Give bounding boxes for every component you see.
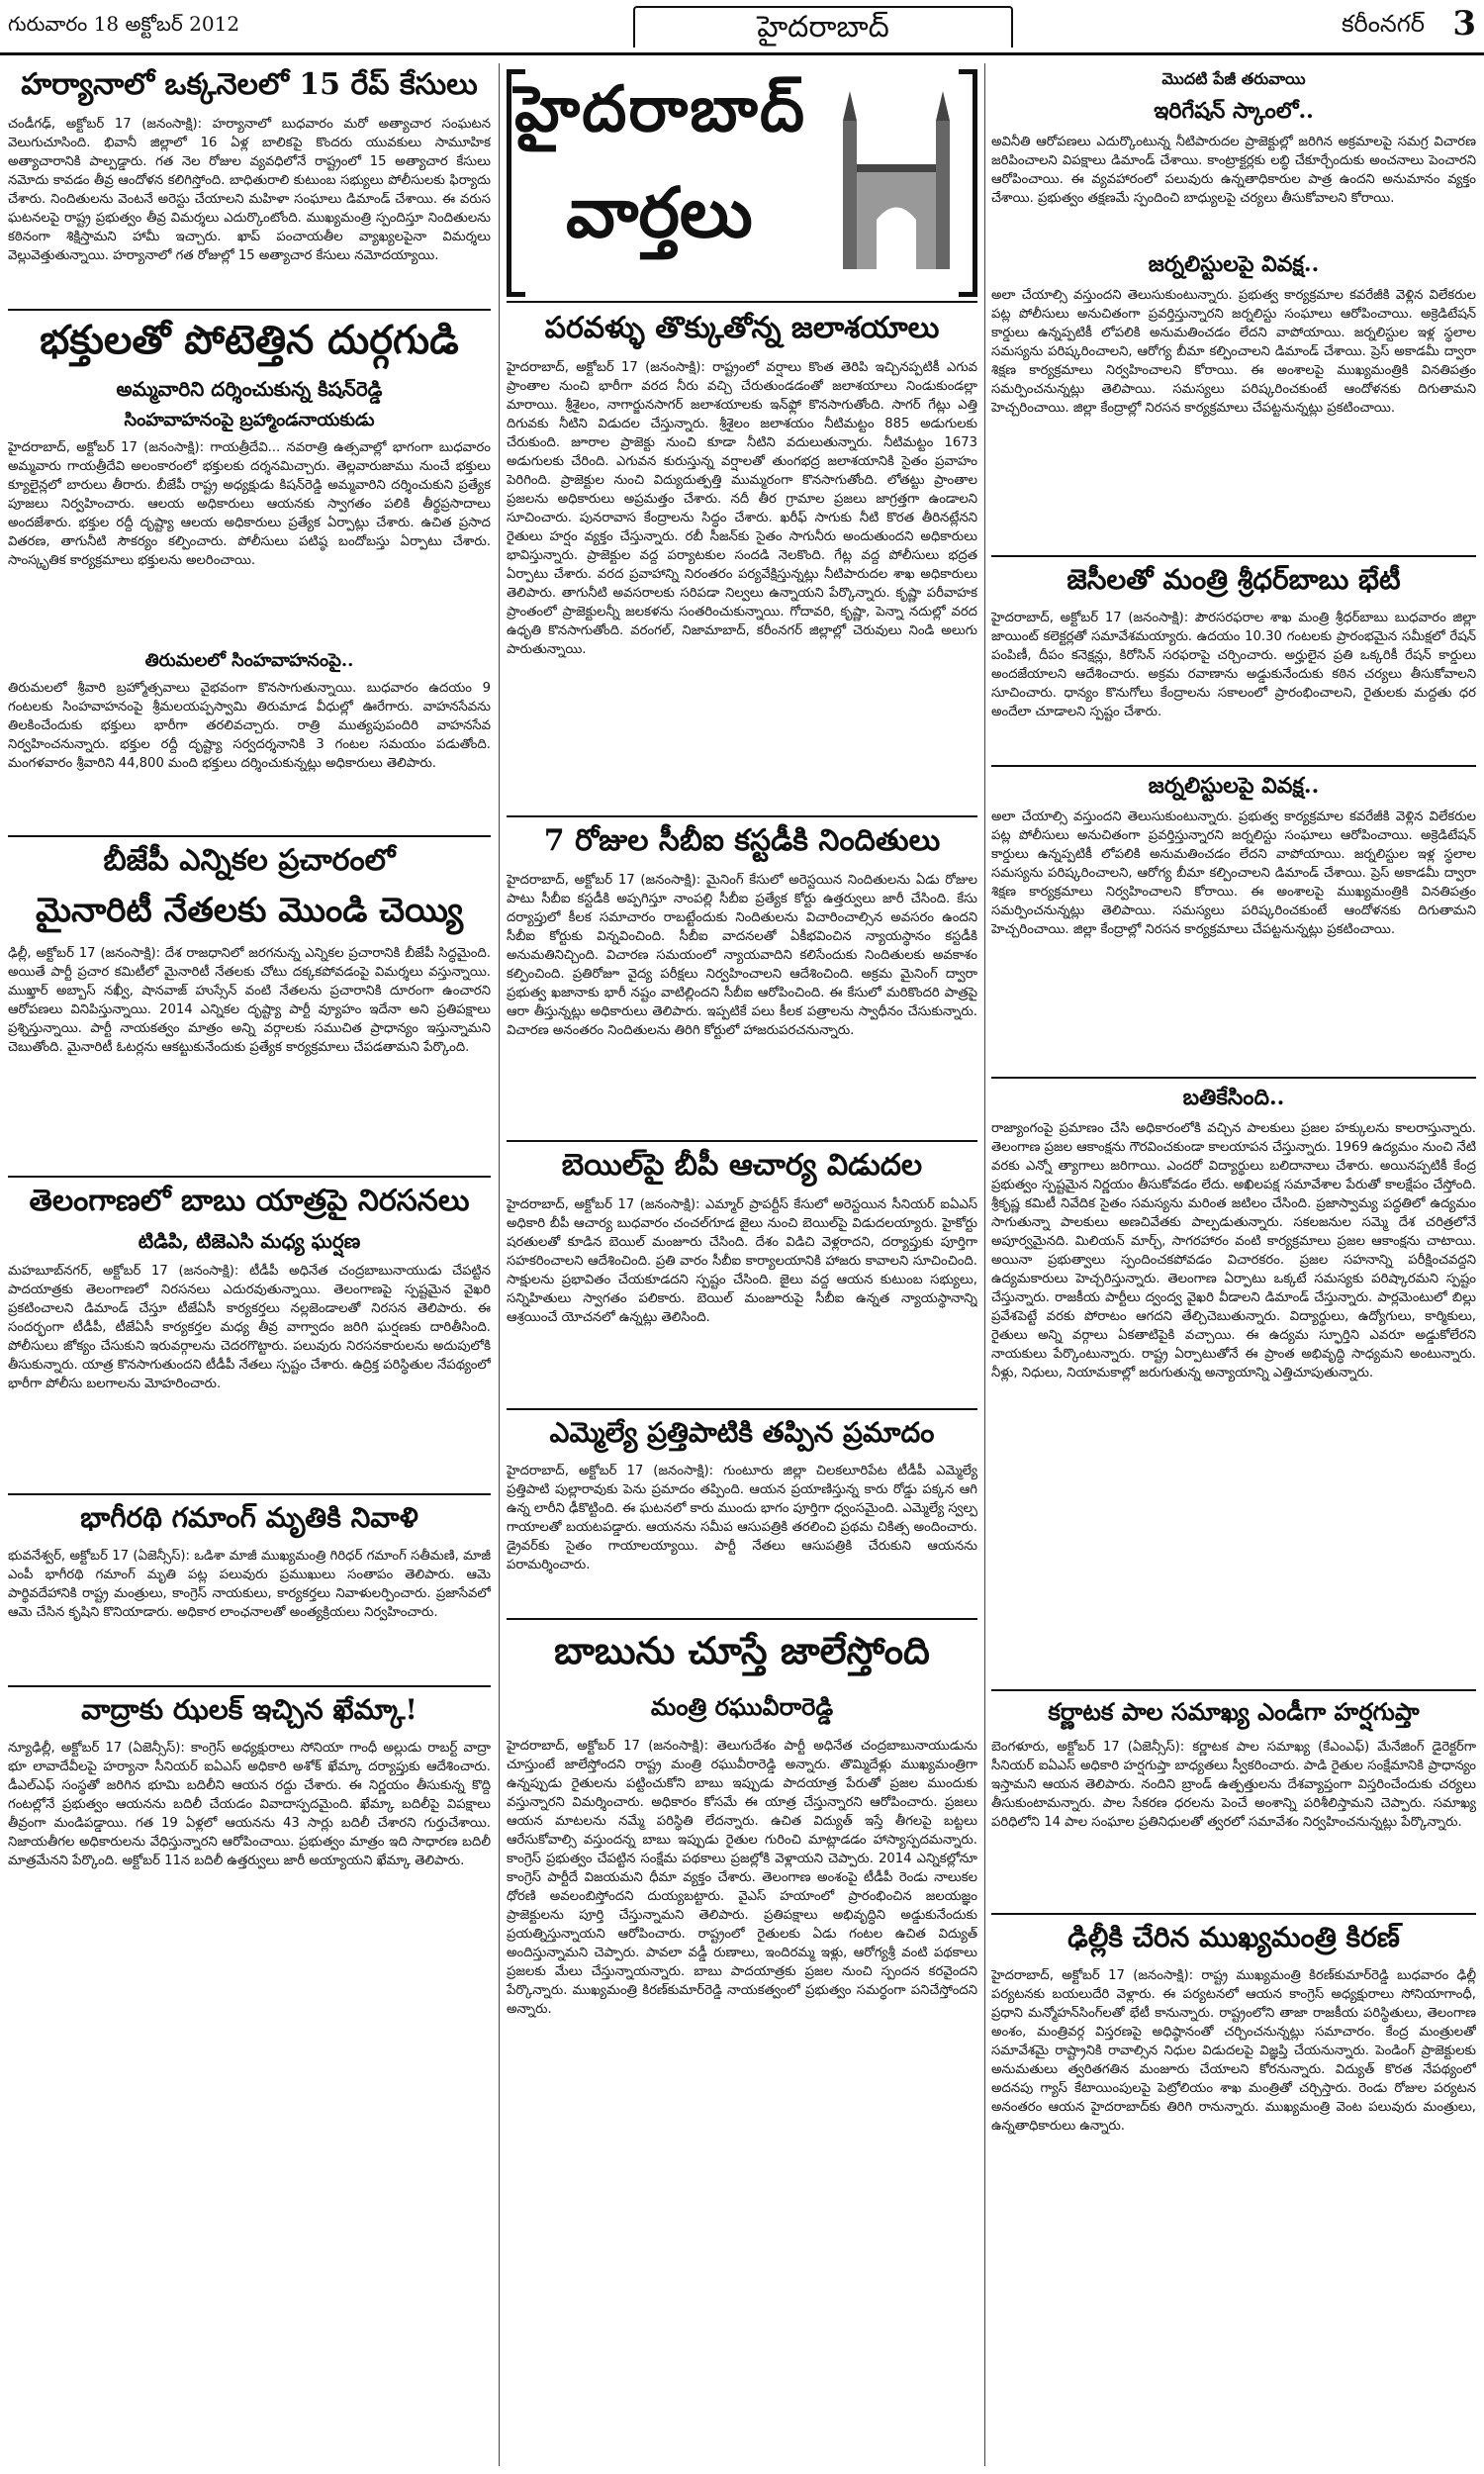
- article-gamang-body: భువనేశ్వర్, అక్టోబర్ 17 (ఏజెన్సీస్): ఒడిశా మాజీ ముఖ్యమంత్రి గిరిధర్ గమాంగ్ సతీమణి, మాజీ ఎంపీ భాగీరథి గమాంగ్ మృతి పట్ల పలువురు ప్రముఖులు సంతాపం తెలిపారు. ఆమె పార్థివదేహానికి రాష్ట్ర మంత్రులు, కాంగ్రెస్ నాయకులు, కార్యకర్తలు నివాళులర్పించారు. ప్రజాసేవలో ఆమె చేసిన కృషిని కొనియాడారు. అధికార లాంఛనాలతో అంత్యక్రియలు నిర్వహించారు.: [8, 1549, 491, 1620]
- subhead-tirumala: తిరుమలలో సింహవాహనంపై..: [144, 650, 354, 671]
- headline-haryana: హర్యానాలో ఒక్కనెలలో 15 రేప్ కేసులు: [21, 67, 478, 102]
- headline-cm-kiran: ఢిల్లీకి చేరిన ముఖ్యమంత్రి కిరణ్: [1067, 1921, 1400, 1953]
- article-haryana-body: చండీగఢ్, అక్టోబర్ 17 (జనంసాక్షి): హర్యానాలో బుధవారం మరో అత్యాచార సంఘటన వెలుగుచూసింది. భివానీ జిల్లాలో 16 ఏళ్ల బాలికపై కొందరు యువకులు సామూహిక అత్యాచారానికి పాల్పడ్డారు. గత నెల రోజుల వ్యవధిలోనే రాష్ట్రంలో 15 అత్యాచార కేసులు నమోదు కావడం తీవ్ర ఆందోళన కలిగిస్తోంది. బాధితురాలి కుటుంబ సభ్యులు పోలీసులకు ఫిర్యాదు చేశారు. నిందితులను వెంటనే అరెస్టు చేయాలని మహిళా సంఘాలు డిమాండ్ చేశాయి. ఈ వరుస ఘటనలపై రాష్ట్ర ప్రభుత్వం తీవ్ర విమర్శలు ఎదుర్కొంటోంది. ముఖ్యమంత్రి స్పందిస్తూ నిందితులను కఠినంగా శిక్షిస్తామని హామీ ఇచ్చారు. ఖాప్ పంచాయతీల వ్యాఖ్యలపైనా విమర్శలు వెల్లువెత్తుతున్నాయి. హర్యానాలో గత రోజుల్లో 15 అత్యాచార కేసులు నమోదయ్యాయి.: [8, 117, 491, 263]
- article-reservoirs-body: హైదరాబాద్, అక్టోబర్ 17 (జనంసాక్షి): రాష్ట్రంలో వర్షాలు కొంత తెరిపి ఇచ్చినప్పటికీ ఎగువ ప్రాంతాల నుంచి భారీగా వరద నీరు వచ్చి చేరుతుండడంతో జలాశయాలు నిండుకుండల్లా మారాయి. శ్రీశైలం, నాగార్జునసాగర్ జలాశయాలకు ఇన్‌ఫ్లో కొనసాగుతోంది. సాగర్ గేట్లు ఎత్తి దిగువకు నీటిని విడుదల చేస్తున్నారు. శ్రీశైలం జలాశయం నీటిమట్టం 885 అడుగులకు చేరుకుంది. జూరాల ప్రాజెక్టు నుంచి కూడా నీటిని వదులుతున్నారు. నీటిమట్టం 1673 అడుగులకు చేరింది. ఎగువన కురుస్తున్న వర్షాలతో తుంగభద్ర జలాశయానికి సైతం ప్రవాహం పెరిగింది. ప్రాజెక్టుల నుంచి విద్యుదుత్పత్తి ముమ్మరంగా కొనసాగుతోంది. లోతట్టు ప్రాంతాల ప్రజలను అధికారులు అప్రమత్తం చేశారు. నదీ తీర గ్రామాల ప్రజలు జాగ్రత్తగా ఉండాలని సూచించారు. పునరావాస కేంద్రాలను సిద్ధం చేశారు. ఖరీఫ్ సాగుకు నీటి కొరత తీరినట్లేనని రైతులు హర్షం వ్యక్తం చేస్తున్నారు. రబీ సీజన్‌కు సైతం సాగునీరు అందుతుందని అధికారులు భావిస్తున్నారు. ప్రాజెక్టుల వద్ద పర్యాటకుల సందడి నెలకొంది. గేట్ల వద్ద పోలీసులు భద్రత ఏర్పాటు చేశారు. వరద ప్రవాహాన్ని నిరంతరం పర్యవేక్షిస్తున్నట్లు నీటిపారుదల శాఖ అధికారులు తెలిపారు. తాగునీటి అవసరాలకు సరిపడా నిల్వలు ఉన్నాయని పేర్కొన్నారు. కృష్ణా పరీవాహక ప్రాంతంలో ప్రాజెక్టులన్నీ జలకళను సంతరించుకున్నాయి. గోదావరి, కృష్ణా, పెన్నా నదుల్లో వరద ఉధృతి కొనసాగుతోంది. వరంగల్, నిజామాబాద్, కరీంనగర్ జిల్లాల్లో చెరువులు నిండి అలుగు పారుతున్నాయి.: [507, 360, 977, 657]
- divider: [8, 1176, 491, 1178]
- article-tirumala-body: తిరుమలలో శ్రీవారి బ్రహ్మోత్సవాలు వైభవంగా కొనసాగుతున్నాయి. బుధవారం ఉదయం 9 గంటలకు సింహవాహనంపై శ్రీమలయప్పస్వామి తిరుమాడ వీధుల్లో ఊరేగారు. వాహనసేవను తిలకించేందుకు భక్తులు భారీగా తరలివచ్చారు. రాత్రి ముత్యపుపందిరి వాహనసేవ నిర్వహించనున్నారు. భక్తుల రద్దీ దృష్ట్యా సర్వదర్శనానికి 3 గంటల సమయం పడుతోంది. మంగళవారం శ్రీవారిని 44,800 మంది భక్తులు దర్శించుకున్నట్లు అధికారులు తెలిపారు.: [8, 681, 491, 771]
- page-number: 3: [1452, 4, 1476, 44]
- edition-city: కరీంనగర్: [1342, 10, 1425, 38]
- article-cm-kiran-body: హైదరాబాద్, అక్టోబర్ 17 (జనంసాక్షి): రాష్ట్ర ముఖ్యమంత్రి కిరణ్‌కుమార్‌రెడ్డి బుధవారం ఢిల్లీ పర్యటనకు బయలుదేరి వెళ్లారు. ఈ పర్యటనలో ఆయన కాంగ్రెస్ అధ్యక్షురాలు సోనియాగాంధీ, ప్రధాని మన్మోహన్‌సింగ్‌లతో భేటీ కానున్నారు. రాష్ట్రంలోని తాజా రాజకీయ పరిస్థితులు, తెలంగాణ అంశం, మంత్రివర్గ విస్తరణపై అధిష్ఠానంతో చర్చించనున్నట్లు సమాచారం. కేంద్ర మంత్రులతో సమావేశమై రాష్ట్రానికి రావాల్సిన నిధుల విడుదలపై విజ్ఞప్తి చేయనున్నారు. పెండింగ్ ప్రాజెక్టులకు అనుమతులు త్వరితగతిన మంజూరు చేయాలని కోరనున్నారు. విద్యుత్ కొరత నేపథ్యంలో అదనపు గ్యాస్ కేటాయింపులపై పెట్రోలియం శాఖ మంత్రితో చర్చిస్తారు. రెండు రోజుల పర్యటన అనంతరం ఆయన హైదరాబాద్‌కు తిరిగి రానున్నారు. ముఖ్యమంత్రి వెంట పలువురు మంత్రులు, ఉన్నతాధికారులు ఉన్నారు.: [991, 1968, 1476, 2134]
- headline-sridhar-babu: జెసీలతో మంత్రి శ్రీధర్‌బాబు భేటీ: [1067, 563, 1401, 596]
- divider: [507, 1408, 977, 1410]
- right-column: [991, 63, 1476, 2466]
- page-date: గురువారం 18 అక్టోబర్ 2012: [8, 12, 240, 36]
- headline-cbi-custody: 7 రోజుల సీబీఐ కస్టడీకి నిందితులు: [543, 823, 941, 858]
- left-column: [8, 63, 491, 2466]
- hyderabad-news-logo: [507, 63, 977, 303]
- headline-bjp-2: మైనారిటీ నేతలకు మొండి చెయ్యి: [35, 891, 464, 930]
- charminar-icon: [837, 81, 956, 279]
- article-bjp-body: ఢిల్లీ, అక్టోబర్ 17 (జనంసాక్షి): దేశ రాజధానిలో జరగనున్న ఎన్నికల ప్రచారానికి బీజేపీ సిద్ధమైంది. అయితే పార్టీ ప్రచార కమిటీలో మైనారిటీ నేతలకు చోటు దక్కకపోవడంపై విమర్శలు వస్తున్నాయి. ముఖ్తార్ అబ్బాస్ నఖ్వీ, షానవాజ్ హుస్సేన్ వంటి నేతలను ప్రచారానికి దూరంగా ఉంచారని ఆరోపణలు వినిపిస్తున్నాయి. 2014 ఎన్నికల దృష్ట్యా పార్టీ వ్యూహం ఇదేనా అని ప్రతిపక్షాలు ప్రశ్నిస్తున్నాయి. పార్టీ నాయకత్వం మాత్రం అన్ని వర్గాలకు సముచిత ప్రాధాన్యం ఇస్తున్నామని చెబుతోంది. మైనారిటీ ఓటర్లను ఆకట్టుకునేందుకు ప్రత్యేక కార్యక్రమాలు చేపడతామని పేర్కొంది.: [8, 946, 491, 1055]
- article-journalists-2-body: అలా చేయాల్సి వస్తుందని తెలుసుకుంటున్నారు. ప్రభుత్వ కార్యక్రమాల కవరేజీకి వెళ్లిన విలేకరుల పట్ల పోలీసులు అనుచితంగా ప్రవర్తిస్తున్నారని జర్నలిస్టు సంఘాలు ఆరోపించాయి. అక్రెడిటేషన్ కార్డులు ఉన్నప్పటికీ లోపలికి అనుమతించడం లేదని వాపోయాయి. జర్నలిస్టుల ఇళ్ల స్థలాల సమస్యను పరిష్కరించాలని, ఆరోగ్య బీమా కల్పించాలని డిమాండ్ చేశాయి. ప్రెస్ అకాడమీ ద్వారా శిక్షణ కార్యక్రమాలు నిర్వహించాలని కోరాయి. ఈ అంశాలపై ముఖ్యమంత్రికి వినతిపత్రం సమర్పించనున్నట్లు తెలిపాయి. సమస్యలు పరిష్కరించకుంటే ఆందోళనకు దిగుతామని హెచ్చరించాయి. జిల్లా కేంద్రాల్లో నిరసన కార్యక్రమాలు చేపట్టనున్నట్లు ప్రకటించాయి.: [991, 809, 1476, 937]
- divider: [8, 1493, 491, 1495]
- subhead-raghuveera: మంత్రి రఘువీరారెడ్డి: [650, 1692, 834, 1721]
- headline-gamang: భాగీరథి గమాంగ్ మృతికి నివాళి: [80, 1501, 418, 1534]
- headline-babu-yatra: తెలంగాణలో బాబు యాత్రపై నిరసనలు: [29, 1184, 470, 1218]
- article-sridhar-babu-body: హైదరాబాద్, అక్టోబర్ 17 (జనంసాక్షి): పౌరసరఫరాల శాఖ మంత్రి శ్రీధర్‌బాబు బుధవారం జిల్లా జాయింట్ కలెక్టర్లతో సమావేశమయ్యారు. ఉదయం 10.30 గంటలకు ప్రారంభమైన సమీక్షలో రేషన్ పంపిణీ, దీపం కనెక్షన్లు, కిరోసిన్ సరఫరాపై చర్చించారు. అర్హులైన ప్రతి ఒక్కరికీ రేషన్ కార్డులు అందజేయాలని ఆదేశించారు. అక్రమ రవాణాను అడ్డుకునేందుకు కఠిన చర్యలు తీసుకోవాలని సూచించారు. ధాన్యం కొనుగోలు కేంద్రాలను సకాలంలో ప్రారంభించాలని, రైతులకు మద్దతు ధర అందేలా చూడాలని స్పష్టం చేశారు.: [991, 611, 1476, 719]
- article-cbi-body: హైదరాబాద్, అక్టోబర్ 17 (జనంసాక్షి): మైనింగ్ కేసులో అరెస్టయిన నిందితులను ఏడు రోజుల పాటు సీబీఐ కస్టడీకి అప్పగిస్తూ నాంపల్లి సీబీఐ ప్రత్యేక కోర్టు ఉత్తర్వులు జారీ చేసింది. కేసు దర్యాప్తులో కీలక సమాచారం రాబట్టేందుకు నిందితులను విచారించాల్సిన అవసరం ఉందని సీబీఐ కోర్టుకు విన్నవించింది. సీబీఐ వాదనలతో ఏకీభవించిన న్యాయస్థానం కస్టడీకి అనుమతినిచ్చింది. విచారణ సమయంలో న్యాయవాదిని కలిసేందుకు నిందితులకు అవకాశం కల్పించింది. ప్రతిరోజూ వైద్య పరీక్షలు నిర్వహించాలని ఆదేశించింది. అక్రమ మైనింగ్ ద్వారా ప్రభుత్వ ఖజానాకు భారీ నష్టం వాటిల్లిందని సీబీఐ ఆరోపించింది. ఈ కేసులో మరికొందరి పాత్రపై ఆరా తీస్తున్నట్లు అధికారులు తెలిపారు. ఇప్పటికే పలు కీలక పత్రాలను స్వాధీనం చేసుకున్నారు. విచారణ అనంతరం నిందితులను తిరిగి కోర్టులో హాజరుపరచనున్నారు.: [507, 873, 977, 1038]
- article-harsha-gupta-body: బెంగళూరు, అక్టోబర్ 17 (ఏజెన్సీస్): కర్ణాటక పాల సమాఖ్య (కేఎంఎఫ్) మేనేజింగ్ డైరెక్టర్‌గా సీనియర్ ఐఏఎస్ అధికారి హర్షగుప్తా బాధ్యతలు స్వీకరించారు. పాడి రైతుల సంక్షేమానికి ప్రాధాన్యం ఇస్తామని ఆయన తెలిపారు. నందిని బ్రాండ్ ఉత్పత్తులను దేశవ్యాప్తంగా విస్తరించేందుకు చర్యలు తీసుకుంటామన్నారు. పాల సేకరణ ధరలను పెంచే అంశాన్ని పరిశీలిస్తామని చెప్పారు. సమాఖ్య పరిధిలోని 14 పాల సంఘాల ప్రతినిధులతో త్వరలో సమావేశం నిర్వహించనున్నట్లు పేర్కొన్నారు.: [991, 1740, 1476, 1830]
- article-khemka-body: న్యూఢిల్లీ, అక్టోబర్ 17 (ఏజెన్సీస్): కాంగ్రెస్ అధ్యక్షురాలు సోనియా గాంధీ అల్లుడు రాబర్ట్ వాద్రా భూ లావాదేవీలపై హర్యానా సీనియర్ ఐఏఎస్ అధికారి అశోక్ ఖేమ్కా దర్యాప్తుకు ఆదేశించారు. డీఎల్‌ఎఫ్ సంస్థతో జరిగిన భూమి బదిలీని ఆయన రద్దు చేశారు. ఈ నిర్ణయం తీసుకున్న కొద్ది గంటల్లోనే ప్రభుత్వం ఆయనను బదిలీ చేయడం వివాదాస్పదమైంది. ఖేమ్కా బదిలీపై విపక్షాలు తీవ్రంగా మండిపడ్డాయి. గత 19 ఏళ్లలో ఆయనను 43 సార్లు బదిలీ చేశారని గుర్తుచేశాయి. నిజాయతీగల అధికారులను వేధిస్తున్నారని ఆరోపించాయి. ప్రభుత్వం మాత్రం ఇది సాధారణ బదిలీ మాత్రమేనని పేర్కొంది. అక్టోబర్ 11న బదిలీ ఉత్తర్వులు జారీ అయ్యాయని ఖేమ్కా తెలిపారు.: [8, 1741, 491, 1868]
- divider: [991, 1077, 1476, 1079]
- headline-durga-temple: భక్తులతో పోటెత్తిన దుర్గగుడి: [40, 317, 459, 363]
- column-divider: [499, 63, 500, 2466]
- article-prattipati-body: హైదరాబాద్, అక్టోబర్ 17 (జనంసాక్షి): గుంటూరు జిల్లా చిలకలూరిపేట టీడీపీ ఎమ్మెల్యే ప్రత్తిపాటి పుల్లారావుకు పెను ప్రమాదం తప్పింది. ఆయన ప్రయాణిస్తున్న కారు రోడ్డు పక్కన ఆగి ఉన్న లారీని ఢీకొట్టింది. ఈ ఘటనలో కారు ముందు భాగం పూర్తిగా ధ్వంసమైంది. ఎమ్మెల్యే స్వల్ప గాయాలతో బయటపడ్డారు. ఆయనను సమీప ఆసుపత్రికి తరలించి ప్రథమ చికిత్స అందించారు. డ్రైవర్‌కు సైతం గాయాలయ్యాయి. పార్టీ నేతలు ఆసుపత్రికి చేరుకుని ఆయనను పరామర్శించారు.: [507, 1464, 977, 1572]
- headline-prattipati: ఎమ్మెల్యే ప్రత్తిపాటికి తప్పిన ప్రమాదం: [549, 1416, 935, 1449]
- divider: [507, 1618, 977, 1620]
- headline-irrigation: ఇరిగేషన్ స్కాంలో..: [1154, 98, 1314, 124]
- headline-raghuveera: బాబును చూస్తే జాలేస్తోంది: [554, 1628, 930, 1672]
- divider: [507, 1140, 977, 1142]
- article-durga-body: హైదరాబాద్, అక్టోబర్ 17 (జనంసాక్షి): గాయత్రీదేవి... నవరాత్రి ఉత్సవాల్లో భాగంగా బుధవారం అమ్మవారు గాయత్రీదేవి అలంకారంలో భక్తులకు దర్శనమిచ్చారు. తెల్లవారుజాము నుంచే భక్తులు క్యూలైన్లలో బారులు తీరారు. బీజేపీ రాష్ట్ర అధ్యక్షుడు కిషన్‌రెడ్డి అమ్మవారిని దర్శించుకుని ప్రత్యేక పూజలు నిర్వహించారు. ఆలయ అధికారులు ఆయనకు స్వాగతం పలికి తీర్థప్రసాదాలు అందజేశారు. భక్తుల రద్దీ దృష్ట్యా ఆలయ అధికారులు ప్రత్యేక ఏర్పాట్లు చేశారు. ఉచిత ప్రసాద వితరణ, తాగునీటి సౌకర్యం కల్పించారు. పోలీసులు పటిష్ఠ బందోబస్తు ఏర్పాటు చేశారు. సాంస్కృతిక కార్యక్రమాలు భక్తులను అలరించాయి.: [8, 440, 491, 568]
- divider: [991, 765, 1476, 767]
- headline-bp-acharya: బెయిల్‌పై బీపీ ఆచార్య విడుదల: [561, 1148, 923, 1183]
- headline-journalists-1: జర్నలిస్టులపై వివక్ష..: [1148, 251, 1320, 277]
- continued-label: మొదటి పేజీ తరువాయి: [1161, 69, 1306, 88]
- article-irrigation-body: అవినీతి ఆరోపణలు ఎదుర్కొంటున్న నీటిపారుదల ప్రాజెక్టుల్లో జరిగిన అక్రమాలపై సమగ్ర విచారణ జరిపించాలని విపక్షాలు డిమాండ్ చేశాయి. కాంట్రాక్టర్లకు లబ్ధి చేకూర్చేందుకు అంచనాలు పెంచారని ఆరోపించాయి. ఈ వ్యవహారంలో పలువురు ఉన్నతాధికారుల పాత్ర ఉందని అనుమానం వ్యక్తం చేశాయి. ప్రభుత్వం తక్షణమే స్పందించి బాధ్యులపై చర్యలు తీసుకోవాలని కోరాయి.: [991, 135, 1476, 206]
- headline-batikesindi: బతికేసింది..: [1182, 1085, 1285, 1110]
- subhead-kishan-reddy: అమ్మవారిని దర్శించుకున్న కిషన్‌రెడ్డి: [116, 377, 383, 401]
- column-divider: [984, 63, 985, 2466]
- divider: [991, 1913, 1476, 1915]
- article-raghuveera-body: హైదరాబాద్, అక్టోబర్ 17 (జనంసాక్షి): తెలుగుదేశం పార్టీ అధినేత చంద్రబాబునాయుడును చూస్తుంటే జాలేస్తోందని రాష్ట్ర మంత్రి రఘువీరారెడ్డి అన్నారు. తొమ్మిదేళ్లు ముఖ్యమంత్రిగా ఉన్నప్పుడు రైతులను పట్టించుకోని బాబు ఇప్పుడు పాదయాత్ర పేరుతో ప్రజల ముందుకు వస్తున్నారని విమర్శించారు. అధికారం కోసమే ఈ యాత్ర చేస్తున్నారని ఆరోపించారు. ప్రజలు ఆయన మాటలను నమ్మే పరిస్థితి లేదన్నారు. ఉచిత విద్యుత్ ఇస్తే తీగలపై బట్టలు ఆరేసుకోవాల్సి వస్తుందన్న బాబు ఇప్పుడు రైతుల గురించి మాట్లాడడం హాస్యాస్పదమన్నారు. కాంగ్రెస్ ప్రభుత్వం చేపట్టిన సంక్షేమ పథకాలు ప్రజల్లోకి వెళ్లాయని చెప్పారు. 2014 ఎన్నికల్లోనూ కాంగ్రెస్ పార్టీదే విజయమని ధీమా వ్యక్తం చేశారు. తెలంగాణ అంశంపై టీడీపీ రెండు నాలుకల ధోరణి అవలంబిస్తోందని దుయ్యబట్టారు. వైఎస్ హయాంలో ప్రారంభించిన జలయజ్ఞం ప్రాజెక్టులను పూర్తి చేస్తున్నామని తెలిపారు. ప్రతిపక్షాలు అభివృద్ధిని అడ్డుకునేందుకు ప్రయత్నిస్తున్నాయని ఆరోపించారు. రాష్ట్రంలో రైతులకు ఏడు గంటల ఉచిత విద్యుత్ అందిస్తున్నామని చెప్పారు. పావలా వడ్డీ రుణాలు, ఇందిరమ్మ ఇళ్లు, ఆరోగ్యశ్రీ వంటి పథకాలు ప్రజలకు మేలు చేస్తున్నాయన్నారు. బాబు పాదయాత్రకు ప్రజల నుంచి స్పందన కరవైందని పేర్కొన్నారు. ముఖ్యమంత్రి కిరణ్‌కుమార్‌రెడ్డి నాయకత్వంలో ప్రభుత్వం సమర్థంగా పనిచేస్తోందని అన్నారు.: [507, 1739, 977, 2017]
- article-babu-yatra-body: మహబూబ్‌నగర్, అక్టోబర్ 17 (జనంసాక్షి): టీడీపీ అధినేత చంద్రబాబునాయుడు చేపట్టిన పాదయాత్రకు తెలంగాణలో నిరసనలు ఎదురవుతున్నాయి. తెలంగాణపై స్పష్టమైన వైఖరి ప్రకటించాలని డిమాండ్ చేస్తూ టీజేఏసీ కార్యకర్తలు నల్లజెండాలతో నిరసన తెలిపారు. ఈ సందర్భంగా టీడీపీ, టీజేఏసీ కార్యకర్తల మధ్య తీవ్ర వాగ్వాదం జరిగి ఘర్షణకు దారితీసింది. పోలీసులు జోక్యం చేసుకుని ఇరువర్గాలను చెదరగొట్టారు. పలువురు నిరసనకారులను అదుపులోకి తీసుకున్నారు. యాత్ర కొనసాగుతుందని టీడీపీ నేతలు స్పష్టం చేశారు. ఉద్రిక్త పరిస్థితుల నేపథ్యంలో భారీగా పోలీసు బలగాలను మోహరించారు.: [8, 1264, 491, 1391]
- page-header: [0, 0, 1484, 55]
- headline-reservoirs: పరవళ్ళు తొక్కుతోన్న జలాశయాలు: [544, 311, 940, 345]
- subhead-tdp-tjac: టిడిపి, టిజెఎసి మధ్య ఘర్షణ: [138, 1229, 361, 1253]
- logo-line-2: వార్తలు: [566, 172, 753, 253]
- divider: [507, 815, 977, 817]
- headline-bjp-1: బీజేపీ ఎన్నికల ప్రచారంలో: [103, 843, 396, 878]
- article-batikesindi-body: రాజ్యాంగంపై ప్రమాణం చేసి అధికారంలోకి వచ్చిన పాలకులు ప్రజల హక్కులను కాలరాస్తున్నారు. తెలంగాణ ప్రజల ఆకాంక్షను గౌరవించకుండా కాలయాపన చేస్తున్నారు. 1969 ఉద్యమం నుంచి నేటి వరకు ఎన్నో త్యాగాలు జరిగాయి. ఎందరో విద్యార్థులు బలిదానాలు చేశారు. అయినప్పటికీ కేంద్ర ప్రభుత్వం స్పష్టమైన నిర్ణయం తీసుకోవడం లేదు. అఖిలపక్ష సమావేశాల పేరుతో కాలక్షేపం చేస్తోంది. శ్రీకృష్ణ కమిటీ నివేదిక సైతం సమస్యను మరింత జటిలం చేసింది. ప్రజాస్వామ్య పద్ధతిలో ఉద్యమం సాగుతున్నా పాలకులు అణచివేతకు పాల్పడుతున్నారు. సకలజనుల సమ్మె దేశ చరిత్రలోనే అపూర్వమైనది. మిలియన్ మార్చ్, సాగరహారం వంటి కార్యక్రమాలు ప్రజల ఆకాంక్షను చాటాయి. అయినా ప్రభుత్వాలు స్పందించకపోవడం విచారకరం. ప్రజల సహనాన్ని పరీక్షించవద్దని ఉద్యమకారులు హెచ్చరిస్తున్నారు. తెలంగాణ ఏర్పాటు ఒక్కటే సమస్యకు పరిష్కారమని స్పష్టం చేస్తున్నారు. రాజకీయ పార్టీలు ద్వంద్వ వైఖరి వీడాలని డిమాండ్ చేస్తున్నారు. పార్లమెంటులో బిల్లు ప్రవేశపెట్టే వరకు పోరాటం ఆగదని తేల్చిచెబుతున్నారు. విద్యార్థులు, ఉద్యోగులు, కార్మికులు, రైతులు అన్ని వర్గాలు ఏకతాటిపైకి వచ్చాయి. ఈ ఉద్యమ స్ఫూర్తిని ఎవరూ అడ్డుకోలేరని నాయకులు పేర్కొంటున్నారు. రాష్ట్ర ఏర్పాటుతోనే ఈ ప్రాంత అభివృద్ధి సాధ్యమని అంటున్నారు. నీళ్లు, నిధులు, నియామకాల్లో జరుగుతున్న అన్యాయాన్ని ఎత్తిచూపుతున్నారు.: [991, 1121, 1476, 1380]
- article-acharya-body: హైదరాబాద్, అక్టోబర్ 17 (జనంసాక్షి): ఎమ్మార్ ప్రాపర్టీస్ కేసులో అరెస్టయిన సీనియర్ ఐఏఎస్ అధికారి బీపీ ఆచార్య బుధవారం చంచల్‌గూడ జైలు నుంచి బెయిల్‌పై విడుదలయ్యారు. హైకోర్టు షరతులతో కూడిన బెయిల్ మంజూరు చేసింది. దేశం విడిచి వెళ్లరాదని, దర్యాప్తుకు పూర్తిగా సహకరించాలని ఆదేశించింది. ప్రతి వారం సీబీఐ కార్యాలయానికి హాజరు కావాలని సూచించింది. సాక్షులను ప్రభావితం చేయకూడదని స్పష్టం చేసింది. జైలు వద్ద ఆయన కుటుంబ సభ్యులు, సన్నిహితులు స్వాగతం పలికారు. బెయిల్ మంజూరుపై సీబీఐ ఉన్నత న్యాయస్థానాన్ని ఆశ్రయించే యోచనలో ఉన్నట్లు తెలిసింది.: [507, 1197, 977, 1325]
- subhead-simhavahanam: సింహవాహనంపై బ్రహ్మాండనాయకుడు: [124, 410, 375, 430]
- divider: [8, 835, 491, 837]
- headline-journalists-2: జర్నలిస్టులపై వివక్ష..: [1148, 773, 1320, 799]
- headline-khemka: వాద్రాకు ఝలక్ ఇచ్చిన ఖేమ్కా!: [81, 1693, 417, 1726]
- center-column: [507, 63, 977, 2466]
- divider: [991, 555, 1476, 557]
- divider: [8, 1685, 491, 1687]
- section-masthead: హైదరాబాద్: [633, 6, 1013, 48]
- divider: [8, 309, 491, 311]
- divider: [991, 1689, 1476, 1691]
- logo-bracket: [959, 69, 977, 297]
- logo-line-1: హైదరాబాద్: [514, 73, 807, 146]
- headline-harsha-gupta: కర్ణాటక పాల సమాఖ్య ఎండీగా హర్షగుప్తా: [1048, 1697, 1420, 1726]
- article-journalists-1-body: అలా చేయాల్సి వస్తుందని తెలుసుకుంటున్నారు. ప్రభుత్వ కార్యక్రమాల కవరేజీకి వెళ్లిన విలేకరుల పట్ల పోలీసులు అనుచితంగా ప్రవర్తిస్తున్నారని జర్నలిస్టు సంఘాలు ఆరోపించాయి. అక్రెడిటేషన్ కార్డులు ఉన్నప్పటికీ లోపలికి అనుమతించడం లేదని వాపోయాయి. జర్నలిస్టుల ఇళ్ల స్థలాల సమస్యను పరిష్కరించాలని, ఆరోగ్య బీమా కల్పించాలని డిమాండ్ చేశాయి. ప్రెస్ అకాడమీ ద్వారా శిక్షణ కార్యక్రమాలు నిర్వహించాలని కోరాయి. ఈ అంశాలపై ముఖ్యమంత్రికి వినతిపత్రం సమర్పించనున్నట్లు తెలిపాయి. సమస్యలు పరిష్కరించకుంటే ఆందోళనకు దిగుతామని హెచ్చరించాయి. జిల్లా కేంద్రాల్లో నిరసన కార్యక్రమాలు చేపట్టనున్నట్లు ప్రకటించాయి.: [991, 288, 1476, 416]
